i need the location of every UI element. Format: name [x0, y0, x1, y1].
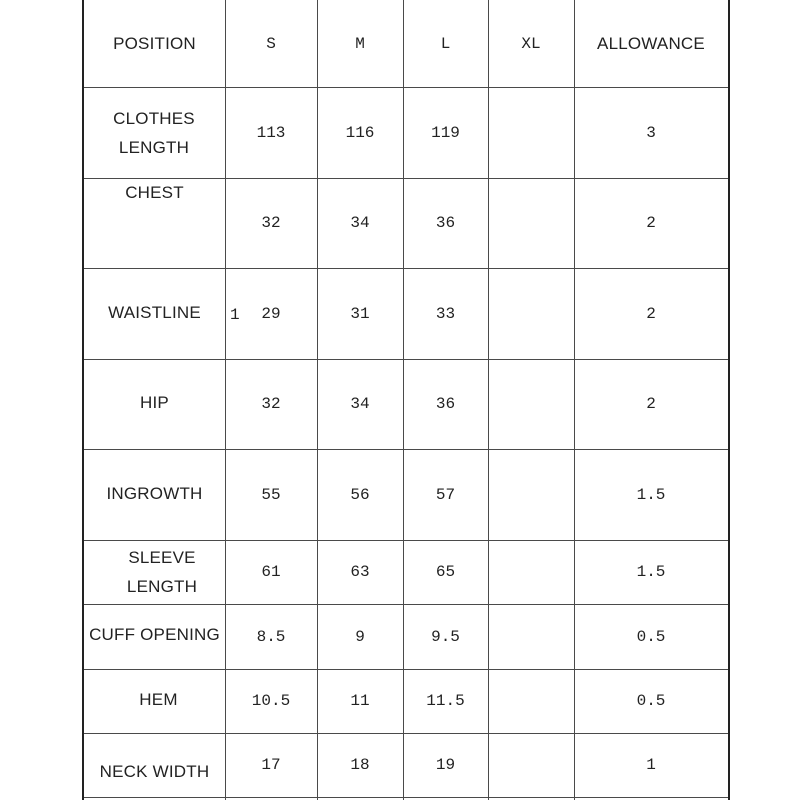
- cell-s: 32: [261, 214, 281, 232]
- cell-allowance: 0.5: [636, 627, 666, 646]
- size-chart-table: [84, 0, 730, 800]
- cell-xl: [488, 669, 574, 733]
- header-size-xl: XL: [521, 34, 541, 53]
- cell-m: 56: [350, 485, 370, 504]
- cell-s: 17: [261, 756, 281, 774]
- header-position: POSITION: [113, 34, 196, 53]
- row-position-label: CUFF OPENING: [89, 624, 220, 644]
- cell-xl: [488, 449, 574, 540]
- cell-xl: [488, 604, 574, 669]
- cell-xl: [488, 540, 574, 604]
- cell-l: 36: [435, 214, 456, 232]
- cell-l: 36: [435, 395, 456, 413]
- cell-xl: [488, 268, 574, 359]
- row-position-label: NECK WIDTH: [99, 761, 210, 781]
- cell-m: 11: [350, 692, 370, 710]
- cell-m: 31: [350, 304, 370, 323]
- cell-l: 119: [431, 123, 460, 142]
- cell-l: 33: [435, 304, 456, 323]
- row-position-label: WAISTLINE: [108, 302, 201, 322]
- cell-allowance: 1.5: [636, 485, 666, 504]
- cell-m: 9: [355, 627, 365, 646]
- cell-xl: [488, 87, 574, 178]
- cell-l: 65: [435, 563, 456, 581]
- row-position-label: CLOTHES LENGTH: [113, 108, 195, 157]
- table-border-right: [728, 0, 730, 800]
- cell-s: 113: [256, 123, 286, 142]
- row-position-label: INGROWTH: [106, 484, 203, 503]
- cell-xl: [488, 178, 574, 268]
- stray-mark: 1: [230, 306, 240, 324]
- cell-s: 29: [261, 304, 281, 323]
- header-size-l: L: [440, 34, 451, 53]
- cell-m: 34: [350, 395, 370, 413]
- cell-m: 116: [345, 123, 375, 142]
- cell-allowance: 3: [646, 123, 656, 142]
- header-size-s: S: [266, 34, 276, 53]
- cell-allowance: 2: [646, 304, 656, 323]
- cell-s: 61: [261, 563, 281, 581]
- header-size-m: M: [355, 34, 365, 53]
- cell-l: 9.5: [431, 627, 460, 646]
- cell-l: 19: [435, 756, 456, 774]
- cell-allowance: 1.5: [636, 563, 666, 581]
- cell-allowance: 2: [646, 214, 656, 232]
- cell-s: 8.5: [256, 627, 286, 646]
- cell-l: 57: [435, 485, 456, 504]
- cell-allowance: 1: [646, 756, 656, 774]
- cell-s: 10.5: [251, 692, 291, 710]
- header-allowance: ALLOWANCE: [597, 34, 705, 53]
- cell-xl: [488, 359, 574, 449]
- cell-m: 34: [350, 214, 370, 232]
- cell-allowance: 2: [646, 395, 656, 413]
- row-position-label: HEM: [139, 689, 178, 709]
- cell-s: 55: [261, 485, 281, 504]
- cell-m: 63: [350, 563, 370, 581]
- cell-xl: [488, 733, 574, 797]
- cell-allowance: 0.5: [636, 692, 666, 710]
- cell-s: 32: [261, 395, 281, 413]
- row-position-label: HIP: [140, 392, 169, 412]
- cell-m: 18: [350, 756, 370, 774]
- cell-l: 11.5: [426, 692, 465, 710]
- row-position-label: SLEEVE LENGTH: [126, 548, 198, 596]
- row-position-label: CHEST: [125, 183, 184, 202]
